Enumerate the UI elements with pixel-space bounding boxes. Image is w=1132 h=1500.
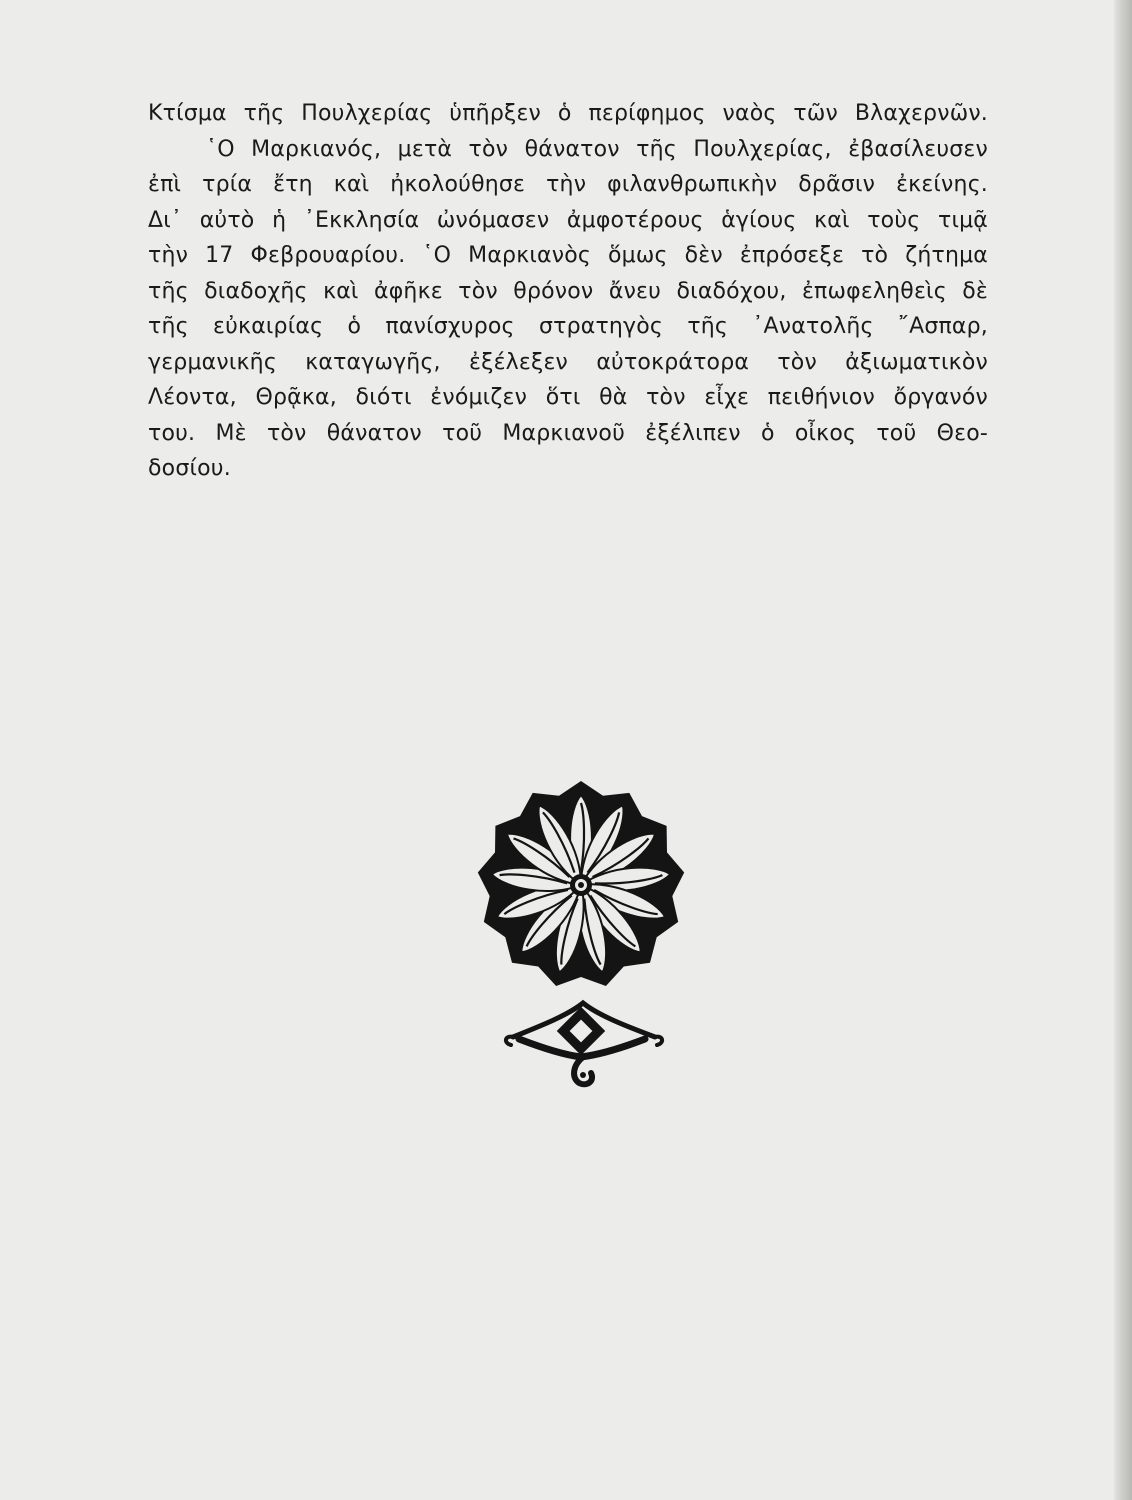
rosette-ornament-icon: [473, 775, 689, 1100]
ornament-base-scroll: [506, 1003, 662, 1084]
text-line: τῆς εὐκαιρίας ὁ πανίσχυρος στρατηγὸς τῆς ᾿Ανατολῆς ῎Ασπαρ,: [148, 314, 988, 339]
text-line: Λέοντα, Θρᾷκα, διότι ἐνόμιζεν ὅτι θὰ τὸν εἶχε πειθήνιον ὄργανόν: [148, 385, 988, 410]
text-line: γερμανικῆς καταγωγῆς, ἐξέλεξεν αὐτοκράτορα τὸν ἀξιωματικὸν: [148, 349, 988, 375]
text-line: τὴν 17 Φεβρουαρίου. ῾Ο Μαρκιανὸς ὅμως δὲν ἐπρόσεξε τὸ ζήτημα: [148, 243, 988, 268]
rosette-flower: [478, 781, 684, 986]
text-line: ἐπὶ τρία ἔτη καὶ ἠκολούθησε τὴν φιλανθρωπικὴν δρᾶσιν ἐκείνης.: [148, 172, 988, 197]
body-text: [148, 96, 988, 487]
text-line: τῆς διαδοχῆς καὶ ἀφῆκε τὸν θρόνον ἄνευ διαδόχου, ἐπωφεληθεὶς δὲ: [148, 278, 988, 304]
text-line: Κτίσμα τῆς Πουλχερίας ὑπῆρξεν ὁ περίφημος ναὸς τῶν Βλαχερνῶν.: [148, 101, 988, 126]
text-line: του. Μὲ τὸν θάνατον τοῦ Μαρκιανοῦ ἐξέλιπεν ὁ οἶκος τοῦ Θεο-: [148, 420, 988, 446]
page-edge: [1114, 0, 1132, 1500]
text-line: ῾Ο Μαρκιανός, μετὰ τὸν θάνατον τῆς Πουλχερίας, ἐβασίλευσεν: [206, 136, 988, 162]
rosette-center-dot: [578, 882, 584, 888]
text-line: Δι᾿ αὐτὸ ἡ ᾿Εκκλησία ὠνόμασεν ἀμφοτέρους ἁγίους καὶ τοὺς τιμᾷ: [148, 207, 988, 233]
text-line: δοσίου.: [148, 456, 231, 481]
